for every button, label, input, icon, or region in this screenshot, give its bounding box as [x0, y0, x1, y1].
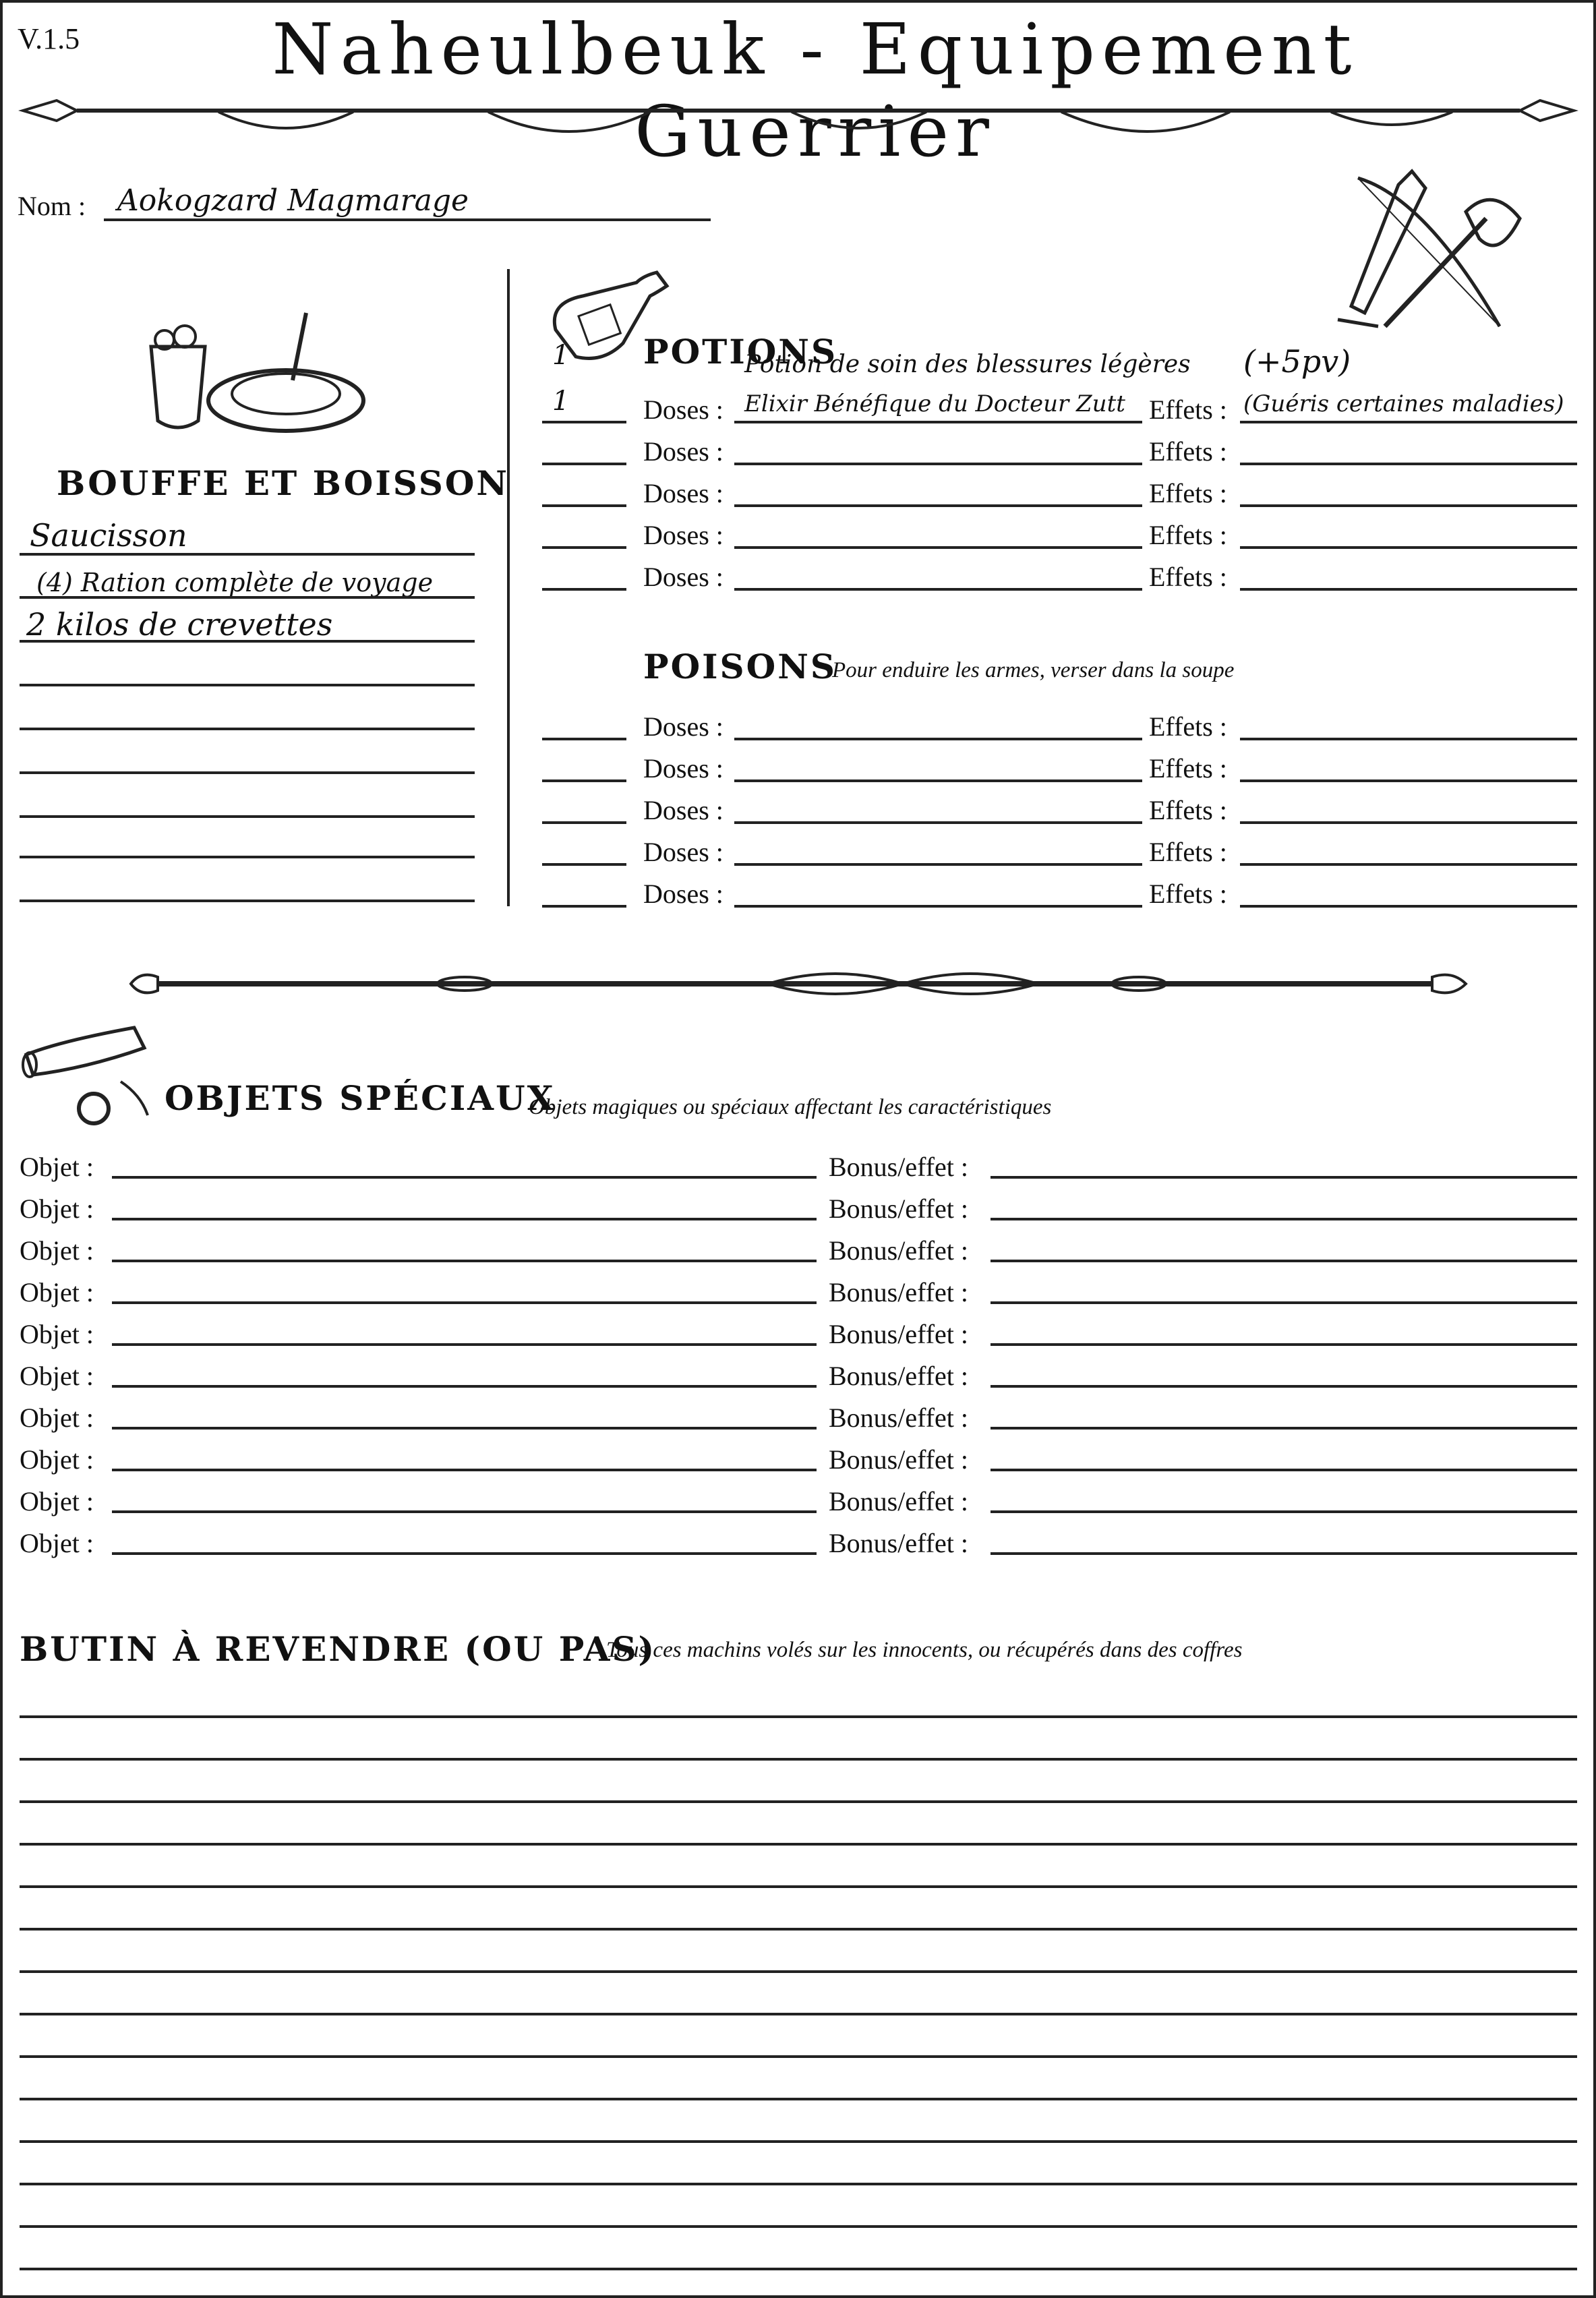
object-line	[112, 1301, 817, 1304]
effect-line	[1240, 863, 1577, 866]
doses-label: Doses :	[643, 562, 723, 592]
effect-line	[1240, 905, 1577, 908]
effect-line	[1240, 779, 1577, 782]
name-line	[734, 588, 1142, 591]
object-label: Objet :	[20, 1361, 94, 1391]
loot-line[interactable]	[20, 1843, 1577, 1846]
object-line	[112, 1343, 817, 1346]
object-line	[112, 1176, 817, 1179]
food-item[interactable]: 2 kilos de crevettes	[26, 606, 333, 643]
loot-line[interactable]	[20, 1928, 1577, 1931]
name-line	[734, 738, 1142, 740]
qty-line	[542, 463, 626, 465]
effect-line	[1240, 821, 1577, 824]
food-heading: BOUFFE ET BOISSON	[57, 463, 510, 503]
potion-effect[interactable]: (Guéris certaines maladies)	[1243, 390, 1564, 417]
version-label: V.1.5	[18, 22, 80, 55]
loot-line[interactable]	[20, 1758, 1577, 1761]
food-line	[20, 684, 475, 686]
food-line	[20, 900, 475, 902]
bonus-line	[991, 1552, 1577, 1555]
bonus-label: Bonus/effet :	[829, 1486, 969, 1516]
loot-subtitle: Tous ces machins volés sur les innocents, ou récupérés dans des coffres	[606, 1638, 1243, 1662]
potion-qty[interactable]: 1	[552, 340, 570, 371]
doses-label: Doses :	[643, 711, 723, 742]
bonus-label: Bonus/effet :	[829, 1528, 969, 1558]
bonus-line	[991, 1427, 1577, 1430]
object-label: Objet :	[20, 1486, 94, 1516]
potion-name[interactable]: Elixir Bénéfique du Docteur Zutt	[744, 390, 1125, 417]
special-heading: OBJETS SPÉCIAUX	[165, 1078, 556, 1118]
object-line	[112, 1385, 817, 1388]
qty-line	[542, 905, 626, 908]
effets-label: Effets :	[1149, 795, 1227, 825]
qty-line	[542, 738, 626, 740]
effect-line	[1240, 738, 1577, 740]
potion-effect[interactable]: (+5pv)	[1243, 343, 1351, 380]
bonus-line	[991, 1260, 1577, 1262]
name-line	[734, 421, 1142, 423]
food-line	[20, 640, 475, 643]
name-value[interactable]: Aokogzard Magmarage	[117, 183, 469, 218]
food-item[interactable]: (4) Ration complète de voyage	[36, 568, 434, 597]
bonus-label: Bonus/effet :	[829, 1152, 969, 1182]
crossed-weapons-icon	[1324, 158, 1540, 353]
potion-qty[interactable]: 1	[552, 386, 570, 417]
effets-label: Effets :	[1149, 879, 1227, 909]
effect-line	[1240, 504, 1577, 507]
qty-line	[542, 421, 626, 423]
loot-line[interactable]	[20, 1800, 1577, 1803]
doses-label: Doses :	[643, 795, 723, 825]
loot-line[interactable]	[20, 2098, 1577, 2100]
scroll-ring-icon	[20, 1021, 154, 1129]
food-line	[20, 596, 475, 599]
doses-label: Doses :	[643, 753, 723, 784]
poisons-subtitle: Pour enduire les armes, verser dans la soupe	[832, 658, 1235, 682]
loot-line[interactable]	[20, 2140, 1577, 2143]
doses-label: Doses :	[643, 520, 723, 550]
food-line	[20, 771, 475, 774]
effect-line	[1240, 421, 1577, 423]
effect-line	[1240, 463, 1577, 465]
special-subtitle: Objets magiques ou spéciaux affectant les caractéristiques	[529, 1095, 1052, 1119]
loot-line[interactable]	[20, 2268, 1577, 2270]
sheet-title: Naheulbeuk - Equipement Guerrier	[272, 8, 1359, 173]
name-line	[104, 218, 711, 221]
name-line	[734, 863, 1142, 866]
object-line	[112, 1260, 817, 1262]
name-line	[734, 779, 1142, 782]
food-line	[20, 856, 475, 858]
object-label: Objet :	[20, 1277, 94, 1307]
object-label: Objet :	[20, 1319, 94, 1349]
food-line	[20, 728, 475, 730]
object-label: Objet :	[20, 1235, 94, 1266]
qty-line	[542, 821, 626, 824]
qty-line	[542, 779, 626, 782]
doses-label: Doses :	[643, 478, 723, 508]
effect-line	[1240, 588, 1577, 591]
food-item[interactable]: Saucisson	[30, 517, 187, 554]
bonus-label: Bonus/effet :	[829, 1444, 969, 1475]
bonus-line	[991, 1469, 1577, 1471]
object-line	[112, 1427, 817, 1430]
name-line	[734, 463, 1142, 465]
object-line	[112, 1510, 817, 1513]
doses-label: Doses :	[643, 436, 723, 467]
object-label: Objet :	[20, 1194, 94, 1224]
bonus-label: Bonus/effet :	[829, 1277, 969, 1307]
effets-label: Effets :	[1149, 562, 1227, 592]
effets-label: Effets :	[1149, 520, 1227, 550]
effets-label: Effets :	[1149, 711, 1227, 742]
potions-heading: POTIONS	[643, 332, 838, 372]
food-line	[20, 553, 475, 556]
object-label: Objet :	[20, 1444, 94, 1475]
spear-divider-icon	[16, 90, 1580, 151]
object-line	[112, 1218, 817, 1220]
bonus-line	[991, 1218, 1577, 1220]
object-line	[112, 1552, 817, 1555]
name-line	[734, 821, 1142, 824]
staff-divider-icon	[127, 960, 1469, 1007]
object-line	[112, 1469, 817, 1471]
potion-name[interactable]: Potion de soin des blessures légères	[744, 351, 1191, 378]
name-line	[734, 504, 1142, 507]
doses-label: Doses :	[643, 879, 723, 909]
bonus-line	[991, 1510, 1577, 1513]
effets-label: Effets :	[1149, 837, 1227, 867]
name-line	[734, 546, 1142, 549]
bonus-line	[991, 1343, 1577, 1346]
loot-line[interactable]	[20, 1970, 1577, 1973]
name-label: Nom :	[18, 191, 86, 221]
loot-line[interactable]	[20, 1885, 1577, 1888]
loot-heading: BUTIN À REVENDRE (OU PAS)	[20, 1629, 657, 1669]
bonus-label: Bonus/effet :	[829, 1403, 969, 1433]
food-line	[20, 815, 475, 818]
qty-line	[542, 504, 626, 507]
bonus-line	[991, 1385, 1577, 1388]
loot-line[interactable]	[20, 2013, 1577, 2015]
effect-line	[1240, 546, 1577, 549]
object-label: Objet :	[20, 1152, 94, 1182]
bonus-label: Bonus/effet :	[829, 1361, 969, 1391]
object-label: Objet :	[20, 1403, 94, 1433]
bonus-line	[991, 1301, 1577, 1304]
effets-label: Effets :	[1149, 394, 1227, 425]
doses-label: Doses :	[643, 394, 723, 425]
bonus-label: Bonus/effet :	[829, 1319, 969, 1349]
name-line	[734, 905, 1142, 908]
loot-line[interactable]	[20, 2055, 1577, 2058]
effets-label: Effets :	[1149, 436, 1227, 467]
food-plate-icon	[138, 299, 367, 441]
loot-line[interactable]	[20, 2225, 1577, 2228]
poisons-heading: POISONS	[643, 647, 837, 686]
qty-line	[542, 588, 626, 591]
effets-label: Effets :	[1149, 478, 1227, 508]
effets-label: Effets :	[1149, 753, 1227, 784]
object-label: Objet :	[20, 1528, 94, 1558]
qty-line	[542, 546, 626, 549]
column-divider	[507, 269, 510, 906]
doses-label: Doses :	[643, 837, 723, 867]
qty-line	[542, 863, 626, 866]
loot-line[interactable]	[20, 2183, 1577, 2185]
bonus-label: Bonus/effet :	[829, 1235, 969, 1266]
bonus-label: Bonus/effet :	[829, 1194, 969, 1224]
bonus-line	[991, 1176, 1577, 1179]
loot-line[interactable]	[20, 1715, 1577, 1718]
